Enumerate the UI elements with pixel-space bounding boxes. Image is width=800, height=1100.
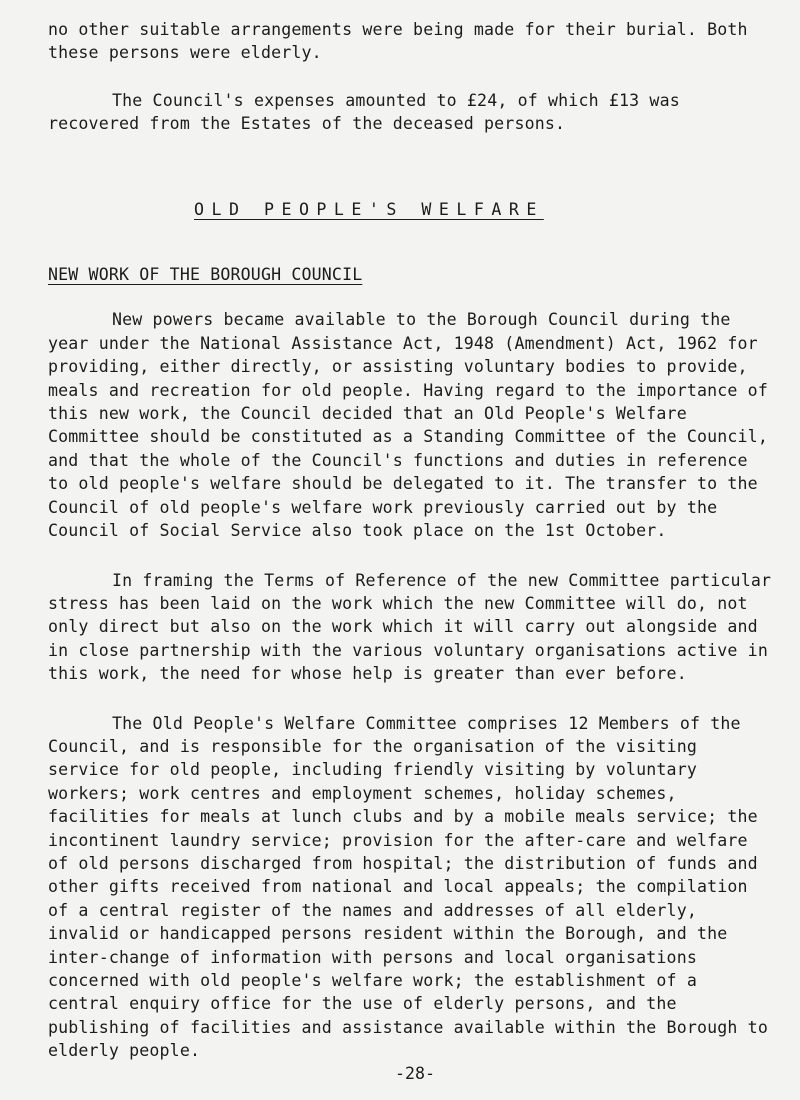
section-heading (48, 198, 778, 221)
subheading (48, 263, 778, 286)
paragraph-committee-composition: The Old People's Welfare Committee comprises 12 Members of the Council, and is responsible for the organisation of the visiting service for old people, including friendly visiting by voluntary workers; work centres and employment schemes, holiday schemes, facilities for meals at lunch clubs and by a mobile meals service; the incontinent laundry service; provision for the after-care and welfare of old persons discharged from hospital; the distribution of funds and other gifts received from national and local appeals; the compilation of a central register of the names and addresses of all elderly, invalid or handicapped persons resident within the Borough, and the inter-change of information with persons and local organisations concerned with old people's welfare work; the establishment of a central enquiry office for the use of elderly persons, and the publishing of facilities and assistance available within the Borough to elderly people. (48, 713, 768, 1061)
page-number: -28- (395, 1064, 435, 1083)
section-heading-text: OLD PEOPLE'S WELFARE (194, 199, 544, 219)
subheading-text: NEW WORK OF THE BOROUGH COUNCIL (48, 265, 363, 285)
paragraph-terms-of-reference: In framing the Terms of Reference of the new Committee particular stress has been laid on the work which the new Committee will do, not only direct but also on the work which it will carry out alongside and in close partnership with the various voluntary organisations active in this work, the need for whose help is greater than ever before. (48, 570, 772, 684)
paragraph-new-powers: New powers became available to the Borough Council during the year under the National Assistance Act, 1948 (Amendment) Act, 1962 for providing, either directly, or assisting voluntary bodies to provide, meals and recreation for old people. Having regard to the importance of this new work, the Council decided that an Old People's Welfare Committee should be constituted as a Standing Committee of the Council, and that the whole of the Council's functions and duties in reference to old people's welfare should be delegated to it. The transfer to the Council of old people's welfare work previously carried out by the Council of Social Service also took place on the 1st October. (48, 310, 768, 541)
document-page (48, 18, 778, 1063)
intro-paragraph-2: The Council's expenses amounted to £24, of which £13 was recovered from the Estates of the deceased persons. (48, 90, 680, 134)
intro-paragraph-1: no other suitable arrangements were being made for their burial. Both these persons were elderly. (48, 20, 748, 63)
